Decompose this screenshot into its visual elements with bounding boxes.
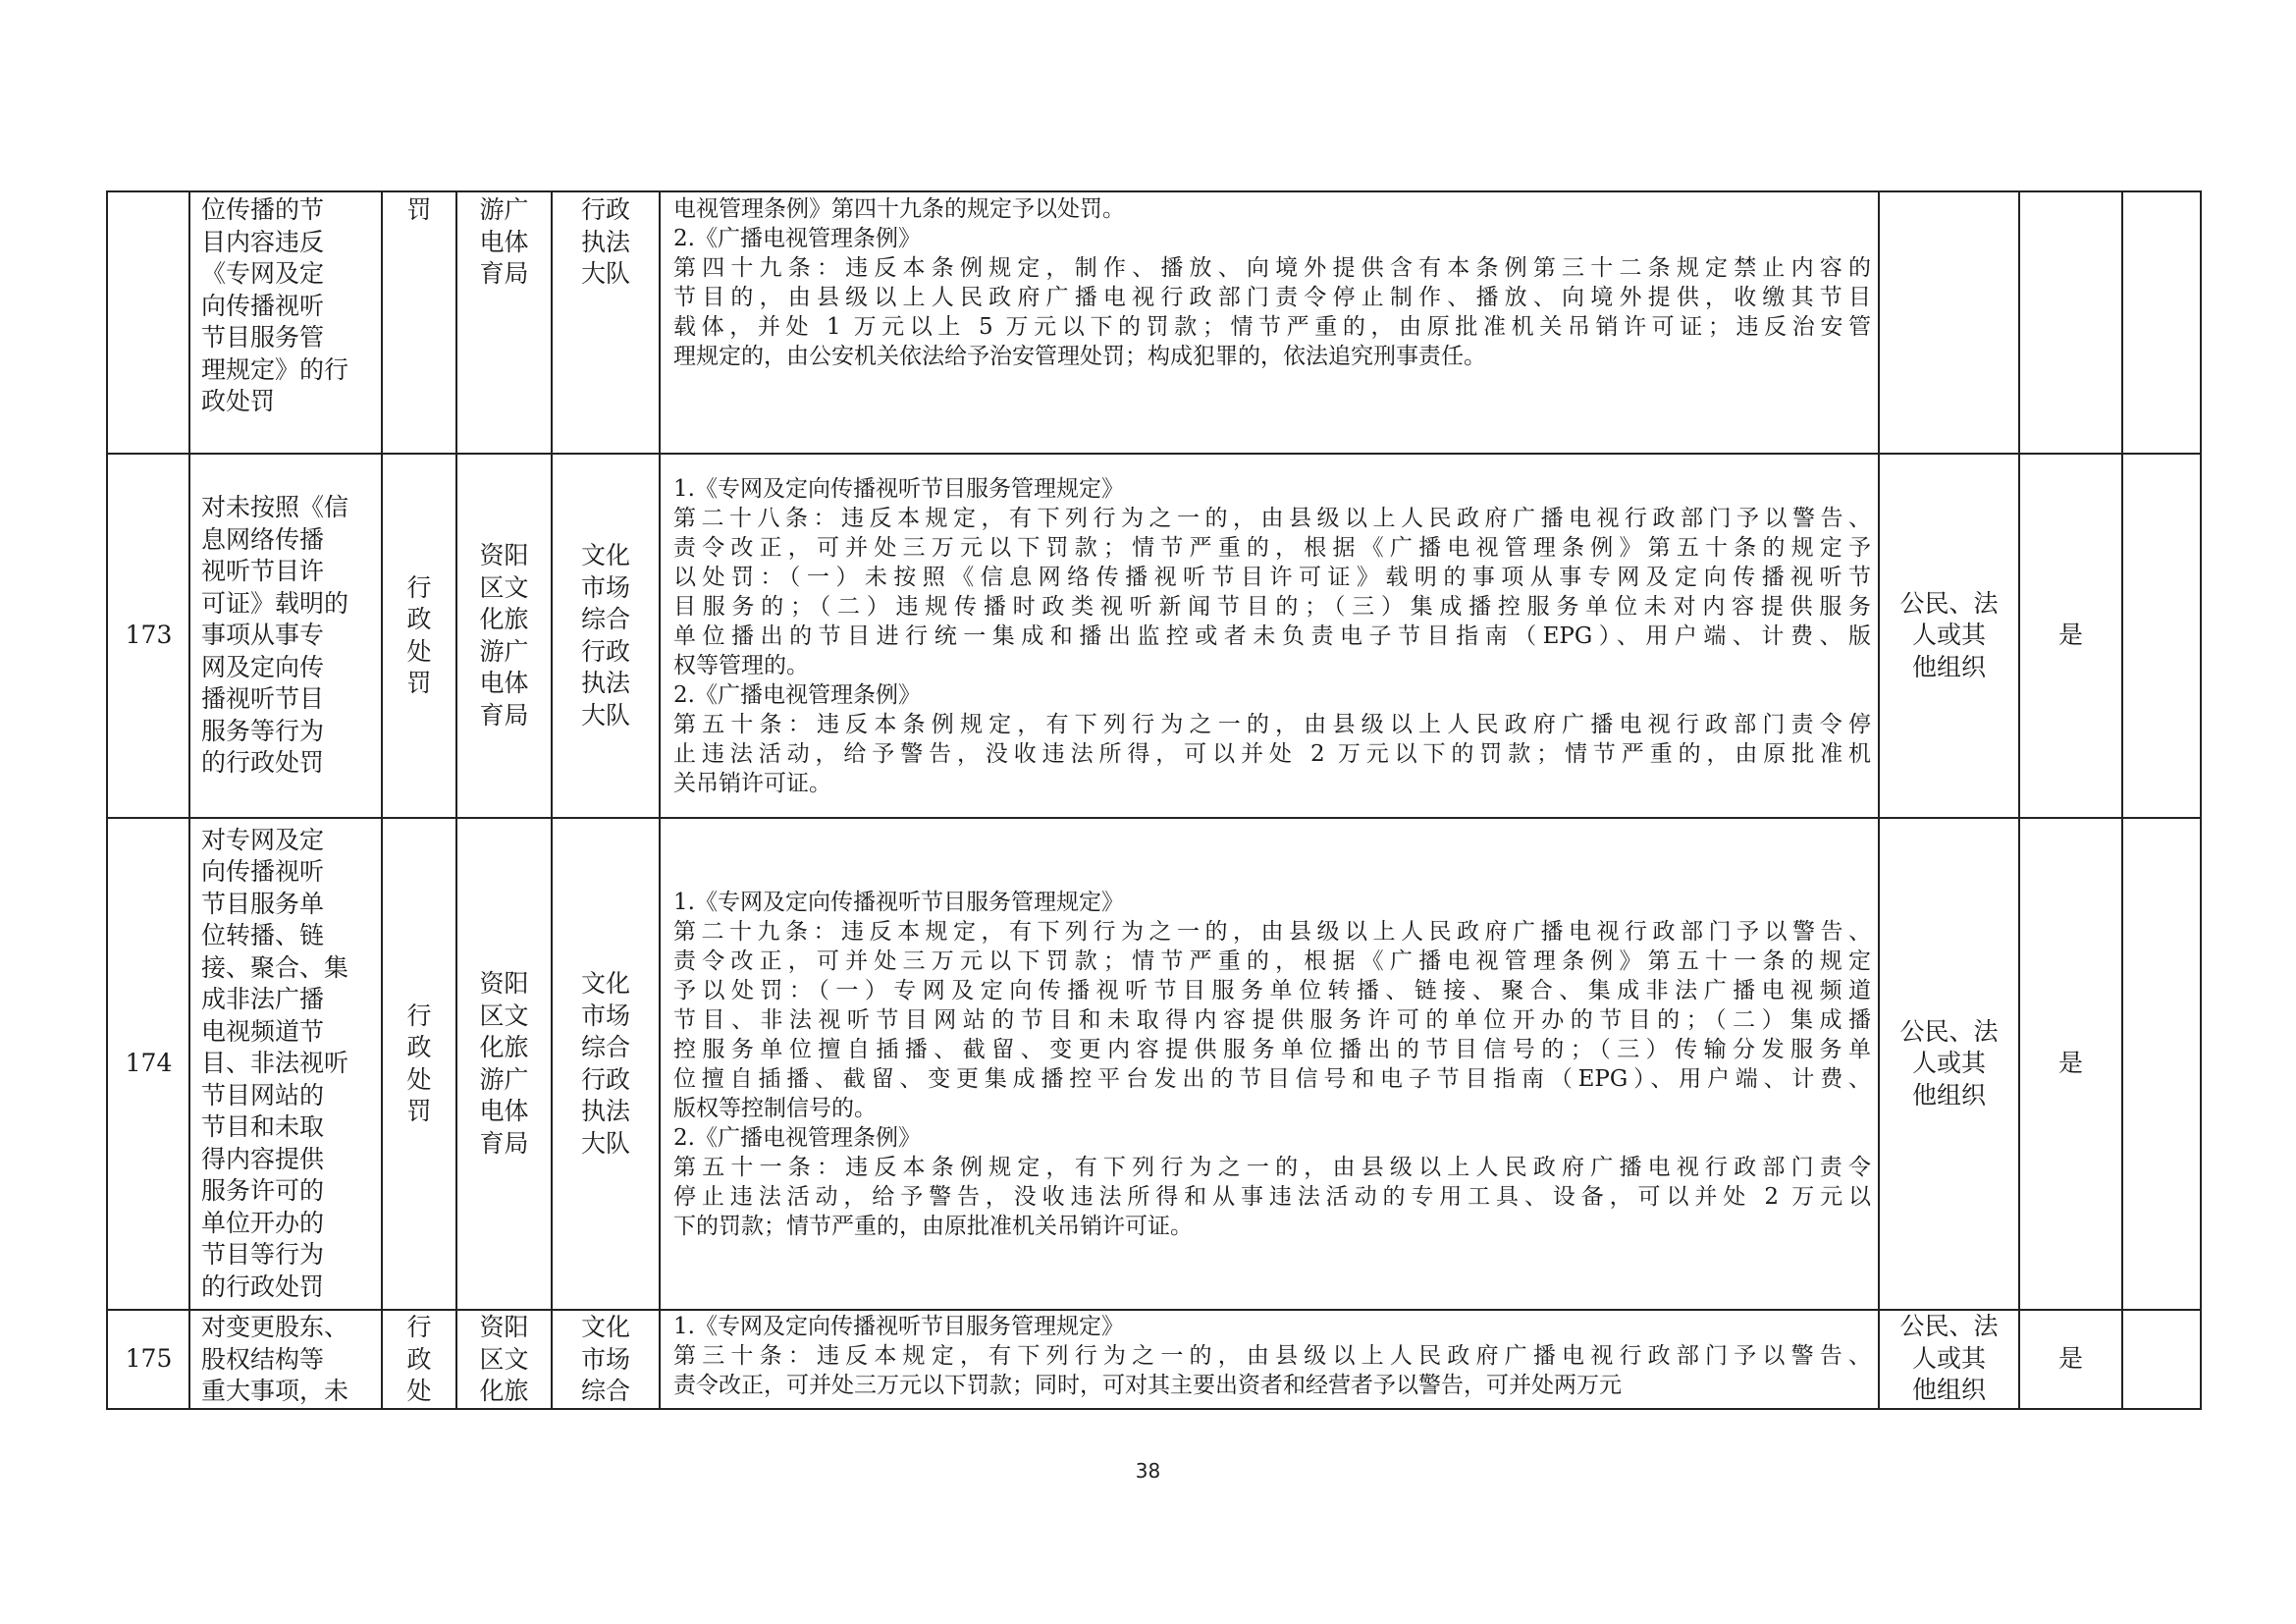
type-line: 政 xyxy=(406,1344,432,1374)
type-line: 政 xyxy=(406,605,432,633)
row-174-type-cell xyxy=(382,818,456,1310)
legal-basis-line: 1.《专网及定向传播视听节目服务管理规定》 xyxy=(673,889,1124,915)
legal-basis-line: 第三十条：违反本规定，有下列行为之一的，由县级以上人民政府广播电视行政部门予以警告、 xyxy=(673,1343,1871,1369)
legal-basis-line: 责令改正，可并处三万元以下罚款；同时，可对其主要出资者和经营者予以警告，可并处两万元 xyxy=(673,1373,1622,1398)
name-line: 可证》载明的 xyxy=(201,588,349,618)
name-line: 视听节目许 xyxy=(201,557,325,586)
legal-basis-line: 理规定的，由公安机关依法给予治安管理处罚；构成犯罪的，依法追究刑事责任。 xyxy=(673,344,1486,369)
type-line: 行 xyxy=(406,1001,432,1030)
name-line: 网及定向传 xyxy=(201,652,325,681)
legal-basis-line: 2.《广播电视管理条例》 xyxy=(673,226,921,251)
type-line: 罚 xyxy=(406,669,432,697)
row-175-subject-cell xyxy=(456,1310,552,1408)
subject-line: 化旅 xyxy=(479,1033,529,1061)
name-line: 服务许可的 xyxy=(201,1176,325,1206)
unit-line: 大队 xyxy=(580,259,630,288)
name-line: 股权结构等 xyxy=(201,1344,325,1374)
name-line: 向传播视听 xyxy=(201,857,325,887)
legal-basis-line: 版权等控制信号的。 xyxy=(673,1095,877,1121)
legal-basis-line: 停止违法活动，给予警告，没收违法所得和从事违法活动的专用工具、设备，可以并处 2 万元以 xyxy=(673,1183,1871,1210)
legal-basis-line: 2.《广播电视管理条例》 xyxy=(673,681,921,708)
legal-basis-line: 予以处罚：（一）专网及定向传播视听节目服务单位转播、链接、聚合、集成非法广播电视频道 xyxy=(673,977,1871,1003)
unit-line: 大队 xyxy=(580,700,630,730)
row-175-unit-cell xyxy=(552,1310,660,1408)
row-174-flag-cell xyxy=(2019,818,2122,1310)
subject-line: 电体 xyxy=(479,1097,529,1125)
target-line: 人或其 xyxy=(1911,621,1986,650)
subject-line: 资阳 xyxy=(479,1313,529,1341)
subject-line: 育局 xyxy=(479,700,529,730)
legal-basis-line: 下的罚款；情节严重的，由原批准机关吊销许可证。 xyxy=(673,1213,1193,1239)
name-line: 向传播视听 xyxy=(201,291,325,320)
unit-line: 大队 xyxy=(580,1128,630,1158)
subject-line: 育局 xyxy=(479,1128,529,1158)
no-value: 175 xyxy=(125,1343,173,1373)
row-173-remark-cell xyxy=(2122,454,2200,818)
name-line: 对变更股东、 xyxy=(201,1313,349,1341)
target-line: 人或其 xyxy=(1911,1343,1986,1373)
legal-basis-line: 第二十八条：违反本规定，有下列行为之一的，由县级以上人民政府广播电视行政部门予以警告、 xyxy=(673,505,1871,531)
name-line: 位传播的节 xyxy=(201,195,325,224)
name-line: 单位开办的 xyxy=(201,1208,325,1237)
row-175-type-cell xyxy=(382,1310,456,1408)
target-line: 公民、法 xyxy=(1899,1312,1999,1341)
name-line: 息网络传播 xyxy=(201,524,325,554)
unit-line: 文化 xyxy=(580,969,630,998)
row-continued-unit-cell xyxy=(552,192,660,454)
unit-line: 综合 xyxy=(580,605,630,633)
legal-basis-line: 权等管理的。 xyxy=(673,652,809,678)
unit-line: 文化 xyxy=(580,541,630,569)
row-continued-basis-cell xyxy=(660,192,1879,454)
target-line: 公民、法 xyxy=(1899,1016,1999,1046)
regulation-table xyxy=(106,190,2202,1410)
row-173-flag-cell xyxy=(2019,454,2122,818)
unit-line: 行政 xyxy=(580,636,630,666)
legal-basis-line: 节目、非法视听节目网站的节目和未取得内容提供服务许可的单位开办的节目的；（二）集成播 xyxy=(673,1006,1871,1033)
legal-basis-line: 第五十条：违反本条例规定，有下列行为之一的，由县级以上人民政府广播电视行政部门责令停 xyxy=(673,711,1871,737)
row-173-subject-cell xyxy=(456,454,552,818)
type-line: 处 xyxy=(406,1377,432,1405)
unit-line: 市场 xyxy=(580,1344,630,1374)
legal-basis-line: 2.《广播电视管理条例》 xyxy=(673,1124,921,1151)
subject-line: 游广 xyxy=(479,1064,529,1094)
no-value: 173 xyxy=(125,621,173,650)
unit-line: 行政 xyxy=(580,195,630,224)
name-line: 理规定》的行 xyxy=(201,354,349,384)
name-line: 电视频道节 xyxy=(201,1016,325,1046)
unit-line: 执法 xyxy=(580,1097,630,1125)
row-174-remark-cell xyxy=(2122,818,2200,1310)
subject-line: 游广 xyxy=(479,636,529,666)
row-173-unit-cell xyxy=(552,454,660,818)
legal-basis-line: 责令改正，可并处三万元以下罚款；情节严重的，根据《广播电视管理条例》第五十一条的规定 xyxy=(673,947,1871,974)
name-line: 得内容提供 xyxy=(201,1144,325,1173)
legal-basis-line: 以处罚：（一）未按照《信息网络传播视听节目许可证》载明的事项从事专网及定向传播视听节 xyxy=(673,564,1871,590)
subject-line: 电体 xyxy=(479,227,529,256)
unit-line: 文化 xyxy=(580,1313,630,1341)
unit-line: 市场 xyxy=(580,1001,630,1030)
subject-line: 区文 xyxy=(479,1344,529,1374)
legal-basis-line: 1.《专网及定向传播视听节目服务管理规定》 xyxy=(673,1314,1124,1339)
name-line: 政处罚 xyxy=(201,387,276,415)
row-175-target-cell xyxy=(1879,1310,2019,1408)
flag-value: 是 xyxy=(2057,621,2083,650)
row-173-no-cell xyxy=(108,454,189,818)
name-line: 事项从事专 xyxy=(201,621,325,650)
page-number: 38 xyxy=(1135,1459,1161,1483)
row-175-remark-cell xyxy=(2122,1310,2200,1408)
name-line: 接、聚合、集 xyxy=(201,952,349,982)
legal-basis-line: 1.《专网及定向传播视听节目服务管理规定》 xyxy=(673,475,1124,502)
flag-value: 是 xyxy=(2057,1343,2083,1373)
subject-line: 资阳 xyxy=(479,541,529,569)
target-line: 人或其 xyxy=(1911,1049,1986,1078)
subject-line: 育局 xyxy=(479,259,529,288)
subject-line: 化旅 xyxy=(479,605,529,633)
legal-basis-line: 位擅自插播、截留、变更集成播控平台发出的节目信号和电子节目指南（EPG）、用户端、计费、 xyxy=(673,1065,1871,1092)
row-continued-target-cell xyxy=(1879,192,2019,454)
name-line: 的行政处罚 xyxy=(201,748,325,778)
name-line: 重大事项，未 xyxy=(201,1377,349,1405)
name-line: 成非法广播 xyxy=(201,985,325,1014)
name-line: 节目等行为 xyxy=(201,1240,325,1270)
row-continued-no-cell xyxy=(108,192,189,454)
legal-basis-line: 控服务单位擅自插播、截留、变更内容提供服务单位播出的节目信号的；（三）传输分发服务单 xyxy=(673,1036,1871,1062)
row-continued-subject-cell xyxy=(456,192,552,454)
legal-basis-line: 责令改正，可并处三万元以下罚款；情节严重的，根据《广播电视管理条例》第五十条的规定予 xyxy=(673,534,1871,561)
row-175-name-cell xyxy=(189,1310,382,1408)
row-174-no-cell xyxy=(108,818,189,1310)
subject-line: 区文 xyxy=(479,572,529,602)
type-line: 处 xyxy=(406,636,432,666)
target-line: 他组织 xyxy=(1911,1080,1986,1110)
unit-line: 综合 xyxy=(580,1033,630,1061)
type-line: 罚 xyxy=(406,195,432,224)
row-174-basis-cell xyxy=(660,818,1879,1310)
flag-value: 是 xyxy=(2057,1049,2083,1078)
name-line: 服务等行为 xyxy=(201,716,325,745)
name-line: 目内容违反 xyxy=(201,227,325,256)
row-173-type-cell xyxy=(382,454,456,818)
unit-line: 执法 xyxy=(580,227,630,256)
name-line: 播视听节目 xyxy=(201,684,325,714)
legal-basis-line: 关吊销许可证。 xyxy=(673,770,831,796)
row-continued-name-cell xyxy=(189,192,382,454)
target-line: 他组织 xyxy=(1911,1376,1986,1405)
legal-basis-line: 目服务的；（二）违规传播时政类视听新闻节目的；（三）集成播控服务单位未对内容提供服务 xyxy=(673,593,1871,620)
unit-line: 执法 xyxy=(580,669,630,697)
row-173-name-cell xyxy=(189,454,382,818)
name-line: 节目服务管 xyxy=(201,323,325,352)
unit-line: 综合 xyxy=(580,1377,630,1405)
name-line: 节目服务单 xyxy=(201,889,325,918)
legal-basis-line: 电视管理条例》第四十九条的规定予以处罚。 xyxy=(673,196,1125,222)
subject-line: 化旅 xyxy=(479,1377,529,1405)
row-173-target-cell xyxy=(1879,454,2019,818)
unit-line: 市场 xyxy=(580,572,630,602)
type-line: 行 xyxy=(406,1313,432,1341)
type-line: 罚 xyxy=(406,1097,432,1125)
row-174-name-cell xyxy=(189,818,382,1310)
legal-basis-line: 单位播出的节目进行统一集成和播出监控或者未负责电子节目指南（EPG）、用户端、计费、版 xyxy=(673,623,1871,649)
target-line: 他组织 xyxy=(1911,652,1986,681)
name-line: 位转播、链 xyxy=(201,921,325,950)
name-line: 对未按照《信 xyxy=(201,493,349,522)
unit-line: 行政 xyxy=(580,1064,630,1094)
row-175-no-cell xyxy=(108,1310,189,1408)
subject-line: 游广 xyxy=(479,195,529,224)
name-line: 节目和未取 xyxy=(201,1112,325,1142)
subject-line: 区文 xyxy=(479,1001,529,1030)
type-line: 政 xyxy=(406,1033,432,1061)
row-continued-type-cell xyxy=(382,192,456,454)
type-line: 处 xyxy=(406,1064,432,1094)
row-175-flag-cell xyxy=(2019,1310,2122,1408)
type-line: 行 xyxy=(406,572,432,602)
subject-line: 资阳 xyxy=(479,969,529,998)
row-174-target-cell xyxy=(1879,818,2019,1310)
legal-basis-line: 节目的，由县级以上人民政府广播电视行政部门责令停止制作、播放、向境外提供，收缴其节目 xyxy=(673,285,1871,310)
row-174-subject-cell xyxy=(456,818,552,1310)
legal-basis-line: 载体，并处 1 万元以上 5 万元以下的罚款；情节严重的，由原批准机关吊销许可证；违反治安管 xyxy=(673,314,1871,340)
legal-basis-line: 第四十九条：违反本条例规定，制作、播放、向境外提供含有本条例第三十二条规定禁止内容的 xyxy=(673,255,1871,281)
row-173-basis-cell xyxy=(660,454,1879,818)
name-line: 对专网及定 xyxy=(201,825,325,854)
name-line: 目、非法视听 xyxy=(201,1049,349,1078)
row-continued-remark-cell xyxy=(2122,192,2200,454)
name-line: 节目网站的 xyxy=(201,1080,325,1110)
name-line: 的行政处罚 xyxy=(201,1272,325,1301)
legal-basis-line: 第二十九条：违反本规定，有下列行为之一的，由县级以上人民政府广播电视行政部门予以警告、 xyxy=(673,918,1871,945)
legal-basis-line: 止违法活动，给予警告，没收违法所得，可以并处 2 万元以下的罚款；情节严重的，由原批准机 xyxy=(673,740,1871,767)
row-175-basis-cell xyxy=(660,1310,1879,1408)
name-line: 《专网及定 xyxy=(201,259,325,288)
no-value: 174 xyxy=(125,1049,173,1078)
subject-line: 电体 xyxy=(479,669,529,697)
row-continued-flag-cell xyxy=(2019,192,2122,454)
row-174-unit-cell xyxy=(552,818,660,1310)
legal-basis-line: 第五十一条：违反本条例规定，有下列行为之一的，由县级以上人民政府广播电视行政部门责令 xyxy=(673,1154,1871,1180)
target-line: 公民、法 xyxy=(1899,588,1999,618)
